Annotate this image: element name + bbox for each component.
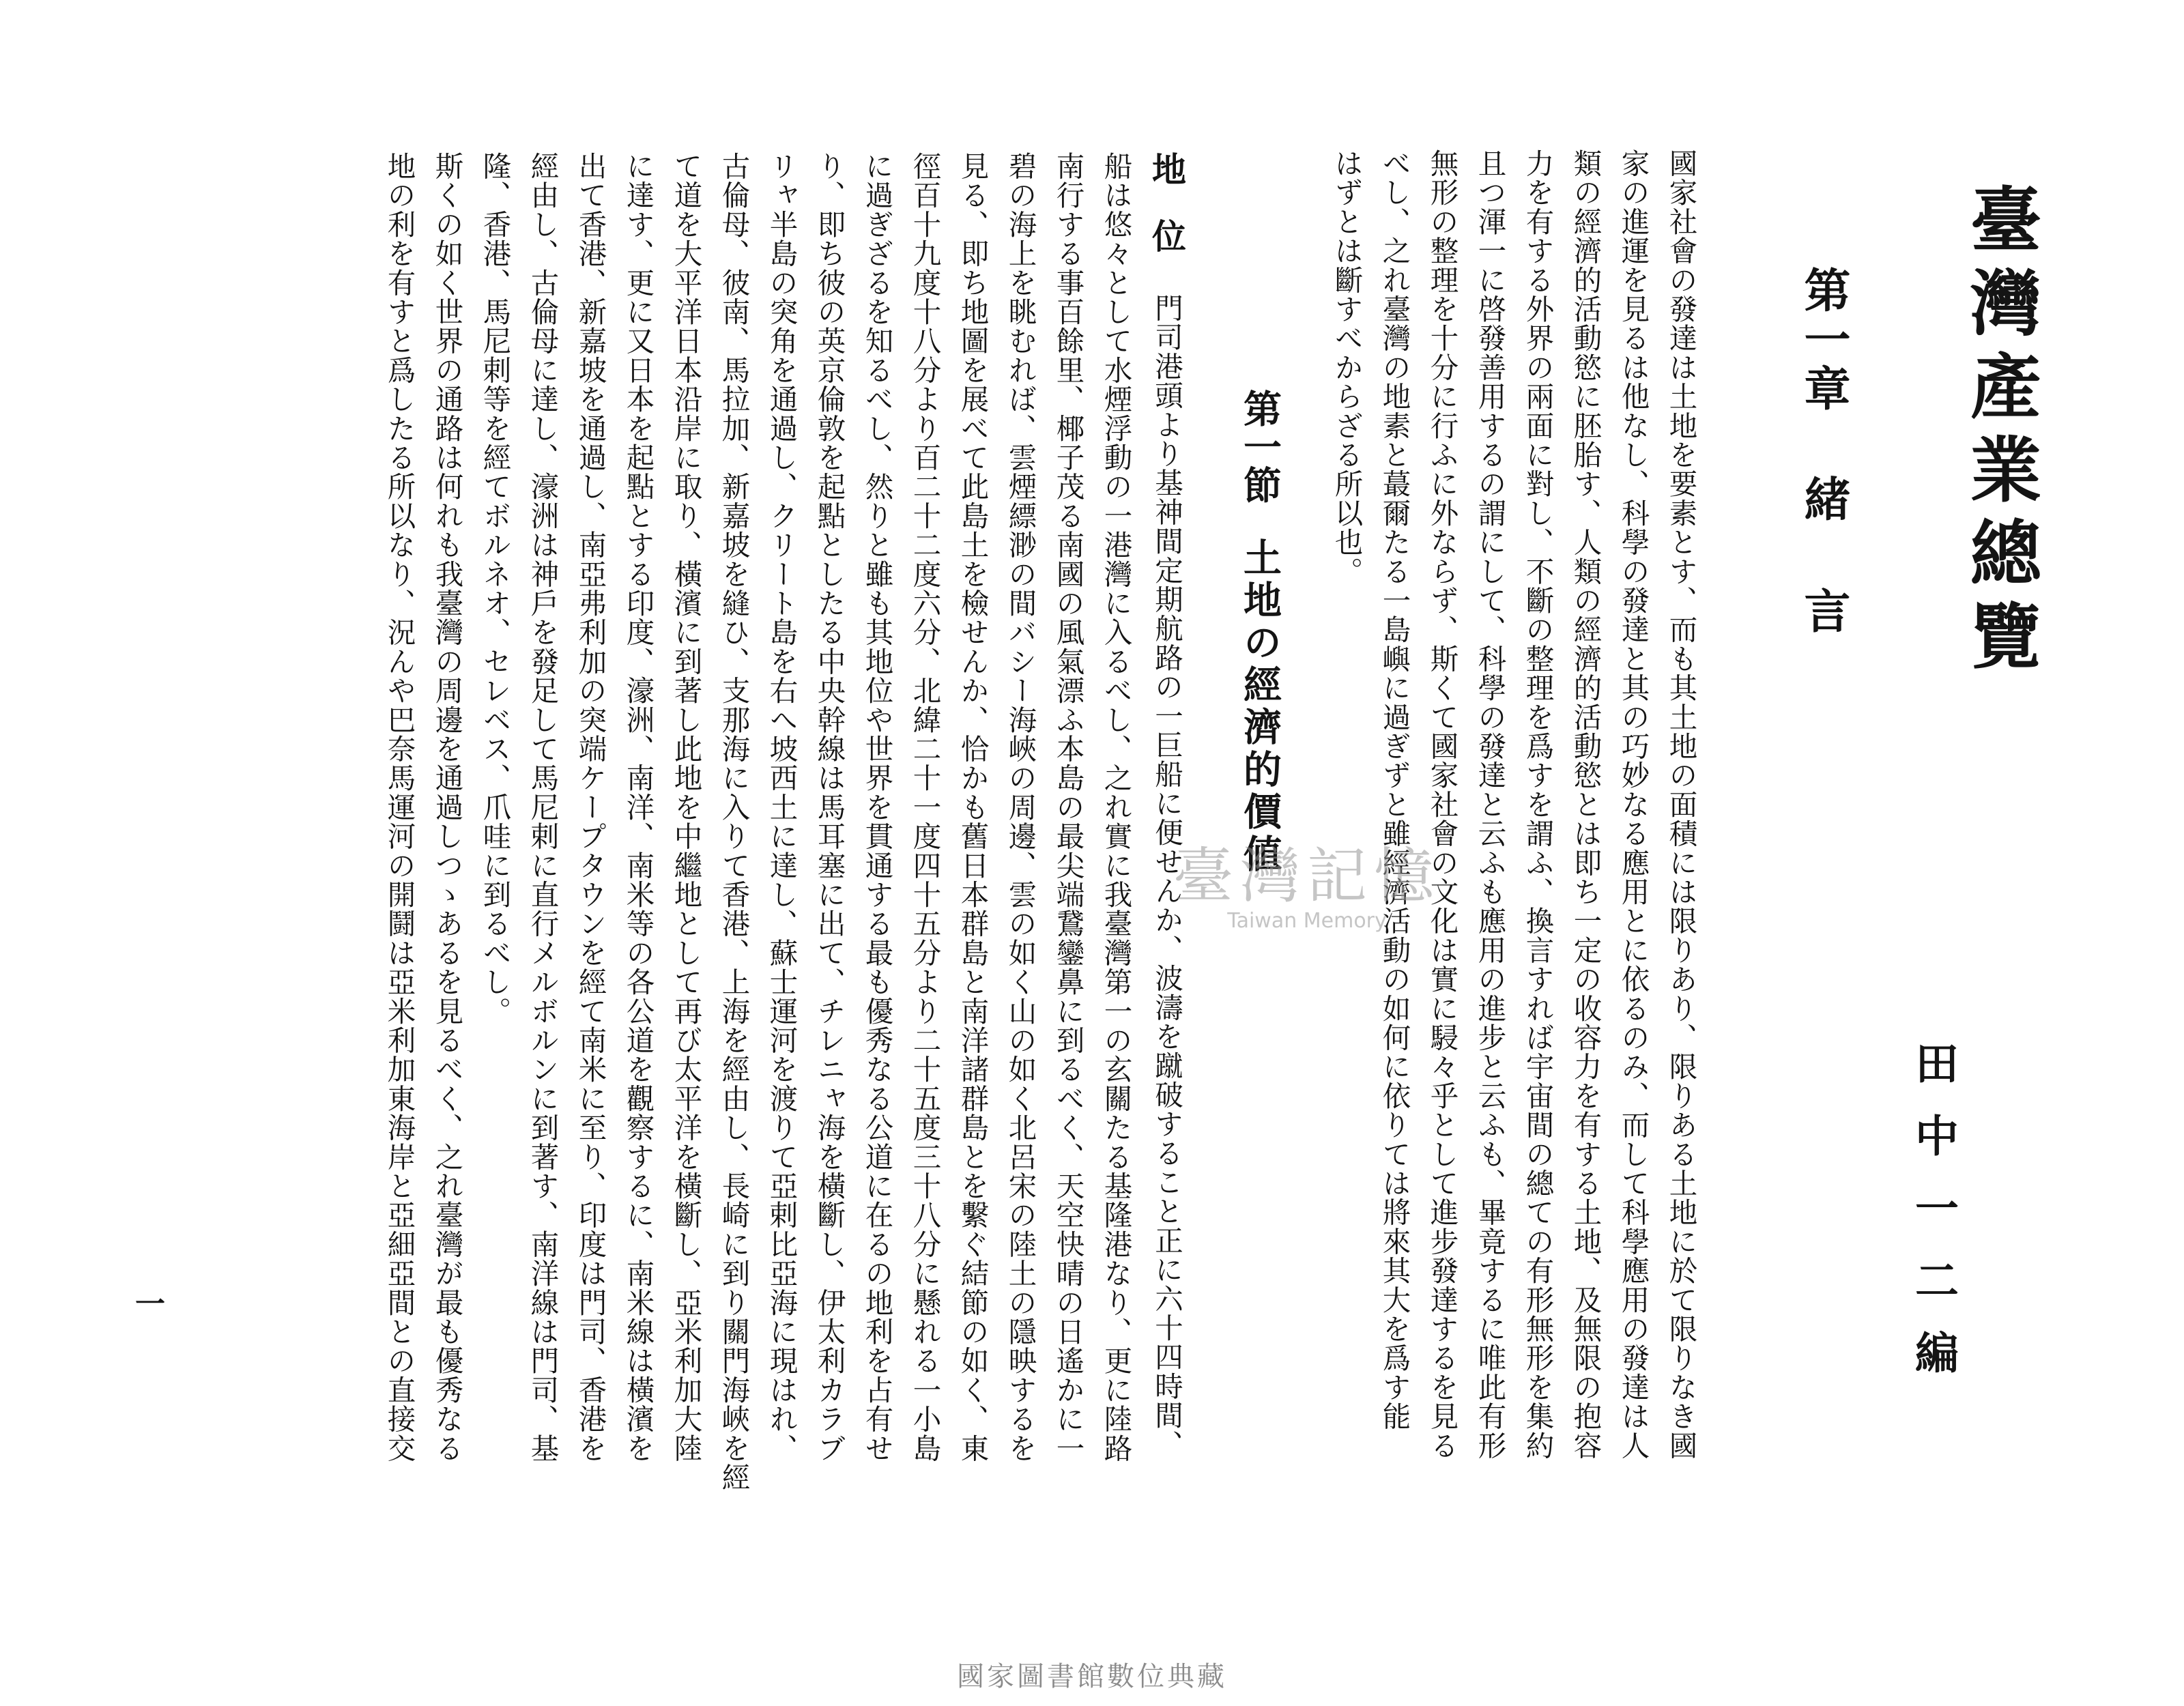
body-column: 出て香港、新嘉坡を通過し、南亞弗利加の突端ケープタウンを經て南米に至り、印度は門司、香港を: [573, 151, 607, 1463]
body-column: 古倫母、彼南、馬拉加、新嘉坡を縫ひ、支那海に入りて香港、上海を經由し、長崎に到り關門海峽を經: [717, 151, 751, 1492]
intro-column: はずとは斷すべからざる所以也。: [1330, 149, 1364, 586]
body-column: [1147, 151, 1187, 1459]
body-column: て道を大平洋日本沿岸に取り、橫濱に到著し此地を中繼地として再び太平洋を橫斷し、亞米利加大陸: [669, 151, 703, 1463]
intro-column: 國家社會の發達は土地を要素とす、而も其土地の面積には限りあり、限りある土地に於て限りなき國: [1664, 149, 1698, 1460]
section-heading: [1237, 389, 1282, 876]
body-column: 船は悠々として水煙浮動の一港灣に入るべし、之れ實に我臺灣第一の玄關たる基隆港なり、更に陸路: [1099, 151, 1133, 1463]
body-column: 見る、即ち地圖を展べて此島土を檢せんか、恰かも舊日本群島と南洋諸群島とを繫ぐ結節の如く、東: [956, 151, 990, 1463]
intro-column: 且つ渾一に啓發善用するの謂にして、科學の發達と云ふも應用の進步と云ふも、畢竟するに唯此有形: [1473, 149, 1507, 1460]
intro-column: 類の經濟的活動慾に胚胎す、人類の經濟的活動慾とは即ち一定の收容力を有する土地、及無限の抱容: [1568, 149, 1603, 1460]
body-column: に達す、更に又日本を起點とする印度、濠洲、南洋、南米等の各公道を觀察するに、南米線は橫濱を: [621, 151, 655, 1463]
body-column-text: 門司港頭より基神間定期航路の一巨船に便せんか、波濤を蹴破すること正に六十四時間、: [1150, 293, 1183, 1459]
chapter-label: 第一章: [1796, 266, 1851, 414]
body-column: 南行する事百餘里、椰子茂る南國の風氣漂ふ本島の最尖端鵞鑾鼻に到るべく、天空快晴の日遙かに一: [1051, 151, 1085, 1463]
body-column: 徑百十九度十八分より百二十二度六分、北緯二十一度四十五分より二十五度三十八分に懸れる一小島: [908, 151, 942, 1463]
body-column: 隆、香港、馬尼剌等を經てボルネオ、セレベス、爪哇に到るべし。: [478, 151, 512, 1026]
library-footer: 國家圖書館數位典藏: [957, 1661, 1227, 1692]
body-column: リャ半島の突角を通過し、クリート島を右へ坡西土に達し、蘇士運河を渡りて亞剌比亞海に現はれ、: [764, 151, 799, 1463]
taiwan-memory-watermark: [1116, 841, 1498, 933]
subsection-heading: 地位: [1147, 151, 1187, 285]
body-column: 經由し、古倫母に達し、濠洲は神戶を發足して馬尼剌に直行メルボルンに到著す、南洋線は門司、基: [526, 151, 560, 1463]
intro-column: べし、之れ臺灣の地素と蕞爾たる一島嶼に過ぎずと雖經濟活動の如何に依りては將來其大を爲す能: [1377, 149, 1411, 1431]
section-label: 第一節: [1237, 389, 1282, 504]
page-number: 一: [135, 1287, 165, 1322]
book-title: 臺灣產業總覽: [1958, 183, 2042, 682]
body-column: 地の利を有すと爲したる所以なり、況んや巴奈馬運河の開鬪は亞米利加東海岸と亞細亞間との直接交: [382, 151, 416, 1463]
intro-column: 力を有する外界の兩面に對し、不斷の整理を爲すを謂ふ、換言すれば宇宙間の總ての有形無形を集約: [1521, 149, 1555, 1460]
intro-column: 家の進運を見るは他なし、科學の發達と其の巧妙なる應用とに依るのみ、而して科學應用の發達は人: [1616, 149, 1650, 1460]
watermark-chinese: 臺灣記憶: [1173, 841, 1441, 911]
body-column: り、即ち彼の英京倫敦を起點としたる中央幹線は馬耳塞に出て、チレニャ海を橫斷し、伊太利カラブ: [812, 151, 846, 1463]
author-byline: 田中一二編: [1908, 1041, 1959, 1402]
body-column: 碧の海上を眺むれば、雲煙縹渺の間バシー海峽の周邊、雲の如く山の如く北呂宋の陸土の隱映するを: [1003, 151, 1037, 1463]
body-column: 斯くの如く世界の通路は何れも我臺灣の周邊を通過しつゝあるを見るべく、之れ臺灣が最も優秀なる: [430, 151, 464, 1463]
intro-column: 無形の整理を十分に行ふに外ならず、斯くて國家社會の文化は實に駸々乎として進步發達するを見る: [1425, 149, 1459, 1460]
watermark-english: Taiwan Memory: [1227, 909, 1387, 933]
chapter-heading: [1796, 266, 1851, 699]
body-column: に過ぎざるを知るべし、然りと雖も其地位や世界を貫通する最も優秀なる公道に在るの地利を占有せ: [860, 151, 894, 1463]
section-title: 土地の經濟的價値: [1237, 538, 1282, 876]
chapter-title: 緒言: [1796, 475, 1851, 699]
